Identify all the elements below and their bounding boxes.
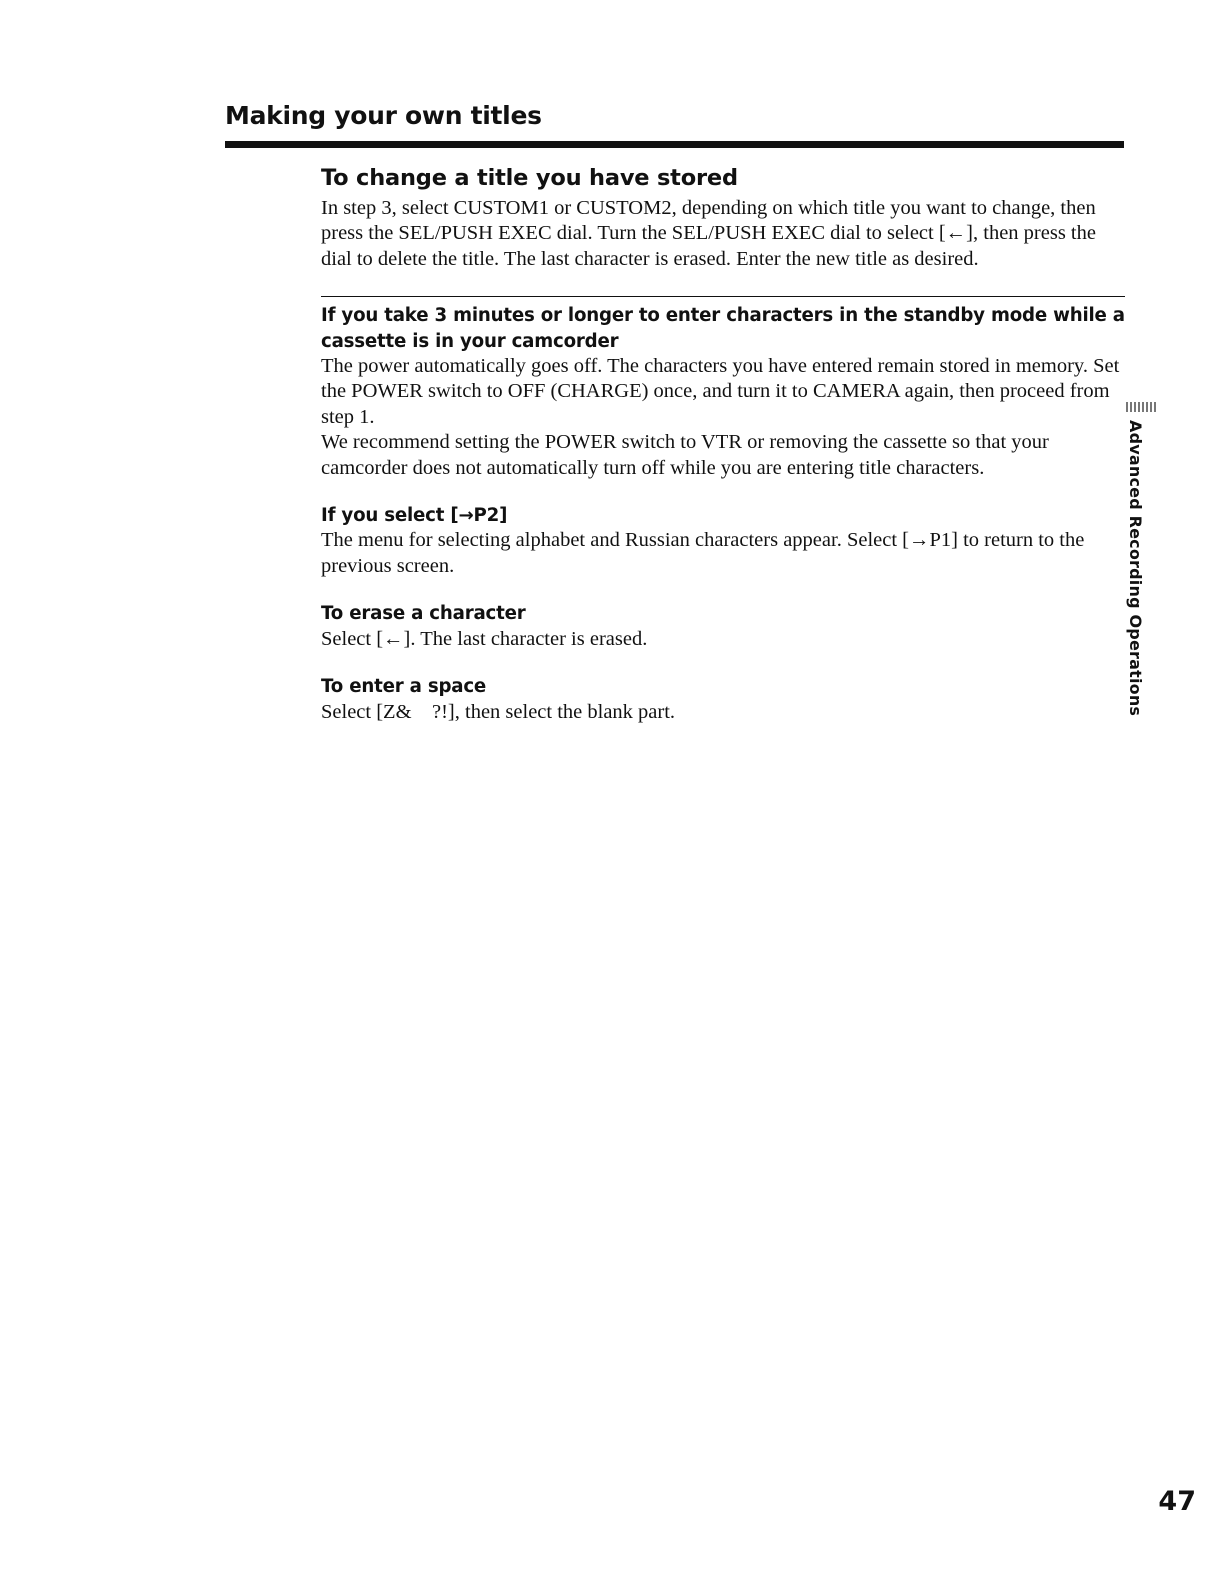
chapter-tab-label: Advanced Recording Operations bbox=[1126, 420, 1145, 717]
note-heading: To enter a space bbox=[321, 676, 487, 698]
page-title: Making your own titles bbox=[225, 101, 542, 130]
note-paragraph: The power automatically goes off. The characters you have entered remain stored in memory. Set the POWER switch to OFF (CHARGE) once, and turn it to CAMERA again, then proceed from step 1. bbox=[321, 355, 1120, 428]
note-erase-character bbox=[321, 601, 1125, 652]
note-heading: To erase a character bbox=[321, 603, 526, 625]
page-number: 47 bbox=[1158, 1486, 1196, 1517]
note-paragraph: Select [Z& ?!], then select the blank part. bbox=[321, 700, 676, 723]
note-standby-timeout bbox=[321, 303, 1125, 481]
note-select-p2 bbox=[321, 503, 1125, 579]
chapter-marker bbox=[1126, 402, 1156, 412]
note-enter-space bbox=[321, 674, 1125, 725]
note-paragraph: We recommend setting the POWER switch to VTR or removing the cassette so that your camcorder does not automatically turn off while you are entering title characters. bbox=[321, 431, 1049, 479]
note-paragraph: The menu for selecting alphabet and Russian characters appear. Select [→P1] to return to the previous screen. bbox=[321, 529, 1085, 577]
main-content bbox=[321, 160, 1125, 725]
note-heading: If you take 3 minutes or longer to enter characters in the standby mode while a cassette is in your camcorder bbox=[321, 305, 1125, 352]
note-paragraph: Select [←]. The last character is erased. bbox=[321, 627, 648, 650]
section-body: In step 3, select CUSTOM1 or CUSTOM2, depending on which title you want to change, then press the SEL/PUSH EXEC dial. Turn the SEL/PUSH EXEC dial to select [←], then press the dial to delete the title. The last character is erased. Enter the new title as desired. bbox=[321, 197, 1096, 270]
chapter-side-tab bbox=[1126, 420, 1156, 717]
header-rule bbox=[225, 141, 1124, 148]
notes-divider bbox=[321, 296, 1125, 297]
note-heading: If you select [→P2] bbox=[321, 505, 508, 527]
section-title: To change a title you have stored bbox=[321, 165, 738, 191]
